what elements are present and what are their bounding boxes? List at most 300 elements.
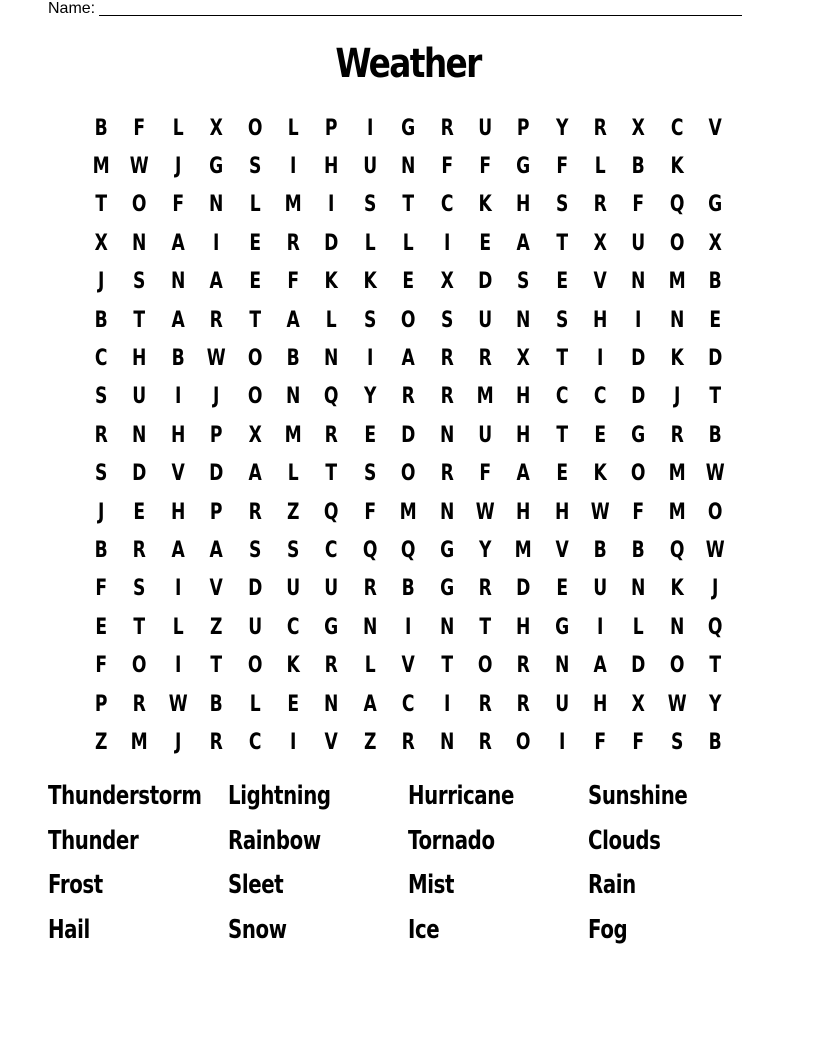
grid-letter: W: [705, 537, 725, 563]
grid-letter: U: [478, 307, 493, 333]
grid-letter: R: [132, 691, 147, 717]
grid-letter: L: [633, 614, 645, 640]
grid-letter: W: [475, 499, 495, 525]
grid-letter: E: [556, 461, 568, 487]
grid-letter: L: [172, 614, 184, 640]
grid-letter: T: [556, 230, 568, 256]
grid-letter: E: [364, 422, 376, 448]
grid-letter: Q: [669, 192, 685, 218]
grid-letter: V: [401, 653, 415, 679]
grid-letter: M: [476, 384, 494, 410]
grid-letter: B: [94, 307, 108, 333]
grid-letter: P: [517, 115, 530, 141]
grid-letter: Y: [555, 115, 569, 141]
grid-letter: L: [402, 230, 414, 256]
grid-letter: G: [324, 614, 339, 640]
grid-letter: Q: [324, 384, 339, 410]
grid-letter: V: [171, 461, 185, 487]
grid-letter: A: [248, 461, 262, 487]
grid-letter: R: [324, 653, 339, 679]
word-bank-item: Frost: [48, 870, 103, 900]
grid-letter: O: [631, 461, 646, 487]
grid-letter: H: [593, 307, 608, 333]
grid-letter: Z: [210, 614, 223, 640]
grid-letter: K: [363, 269, 377, 295]
grid-letter: P: [325, 115, 338, 141]
grid-letter: N: [516, 307, 531, 333]
grid-letter: I: [174, 384, 182, 410]
grid-letter: S: [133, 269, 146, 295]
grid-letter: R: [324, 422, 339, 448]
grid-letter: J: [174, 154, 182, 180]
grid-letter: D: [324, 230, 339, 256]
grid-letter: [700, 147, 730, 185]
grid-letter: R: [593, 115, 607, 141]
grid-letter: M: [284, 192, 302, 218]
grid-letter: V: [555, 537, 569, 563]
grid-letter: O: [247, 384, 263, 410]
grid-letter: T: [556, 422, 568, 448]
grid-letter: O: [247, 115, 263, 141]
word-bank-item: Lightning: [228, 781, 331, 811]
grid-letter: N: [324, 346, 339, 372]
grid-letter: T: [248, 307, 261, 333]
grid-letter: D: [401, 422, 416, 448]
grid-letter: O: [401, 461, 416, 487]
grid-letter: T: [709, 653, 722, 679]
grid-letter: S: [133, 576, 146, 602]
grid-letter: B: [708, 269, 722, 295]
grid-letter: I: [443, 691, 450, 717]
grid-letter: C: [325, 537, 338, 563]
grid-letter: D: [631, 346, 646, 372]
grid-letter: N: [554, 653, 570, 679]
grid-letter: G: [439, 537, 454, 563]
grid-letter: N: [132, 230, 147, 256]
grid-letter: C: [402, 691, 415, 717]
grid-letter: K: [670, 576, 684, 602]
name-label: Name:: [48, 0, 96, 17]
grid-letter: H: [170, 422, 186, 448]
grid-letter: K: [478, 192, 492, 218]
grid-letter: L: [364, 653, 376, 679]
grid-letter: A: [593, 653, 607, 679]
grid-letter: M: [284, 422, 302, 448]
grid-letter: S: [286, 537, 300, 563]
grid-letter: W: [130, 154, 150, 180]
grid-letter: K: [670, 346, 684, 372]
grid-letter: X: [632, 115, 646, 141]
grid-letter: W: [667, 691, 687, 717]
grid-letter: B: [708, 422, 722, 448]
grid-letter: F: [95, 576, 108, 602]
grid-letter: R: [516, 653, 531, 679]
grid-letter: D: [132, 461, 147, 487]
grid-letter: I: [289, 729, 297, 755]
grid-letter: X: [516, 346, 531, 372]
grid-letter: C: [555, 384, 569, 410]
grid-letter: E: [133, 499, 146, 525]
grid-letter: F: [632, 729, 645, 755]
grid-letter: X: [708, 230, 723, 256]
grid-letter: Z: [363, 729, 377, 755]
grid-letter: S: [248, 537, 261, 563]
grid-letter: G: [401, 115, 416, 141]
grid-letter: F: [632, 192, 645, 218]
grid-letter: T: [95, 192, 108, 218]
grid-letter: J: [174, 729, 182, 755]
grid-letter: O: [669, 653, 685, 679]
grid-letter: L: [287, 461, 299, 487]
grid-letter: U: [593, 576, 608, 602]
grid-letter: F: [556, 154, 568, 180]
grid-letter: C: [248, 729, 262, 755]
grid-letter: R: [94, 422, 108, 448]
grid-letter: U: [631, 230, 646, 256]
word-bank-item: Fog: [588, 914, 628, 945]
grid-letter: B: [209, 691, 223, 717]
grid-letter: B: [632, 154, 646, 180]
grid-letter: X: [248, 422, 262, 448]
grid-letter: N: [285, 384, 301, 410]
grid-letter: V: [324, 729, 339, 755]
grid-letter: S: [363, 307, 377, 333]
grid-letter: N: [439, 729, 454, 755]
grid-letter: I: [289, 154, 297, 180]
grid-letter: H: [516, 499, 531, 525]
grid-letter: A: [209, 269, 224, 295]
word-bank-item: Hurricane: [408, 781, 514, 811]
grid-letter: I: [174, 576, 182, 602]
grid-letter: Q: [401, 537, 416, 563]
grid-letter: D: [477, 269, 493, 295]
grid-letter: F: [95, 653, 108, 679]
grid-letter: H: [132, 346, 147, 372]
word-bank-item: Rainbow: [228, 825, 321, 856]
grid-letter: T: [133, 614, 146, 640]
grid-letter: T: [210, 653, 223, 679]
grid-letter: R: [209, 729, 223, 755]
grid-letter: J: [97, 269, 105, 295]
grid-letter: W: [168, 691, 188, 717]
grid-letter: A: [286, 307, 300, 333]
grid-letter: Y: [709, 691, 722, 717]
grid-letter: C: [440, 192, 454, 218]
grid-letter: O: [132, 192, 147, 218]
grid-letter: J: [213, 384, 220, 410]
grid-letter: I: [443, 230, 450, 256]
grid-letter: I: [366, 115, 374, 141]
grid-letter: I: [328, 192, 335, 218]
word-bank-item: Snow: [228, 914, 287, 945]
grid-letter: F: [287, 269, 300, 295]
grid-letter: T: [402, 192, 415, 218]
grid-letter: T: [133, 307, 146, 333]
grid-letter: H: [516, 422, 531, 448]
grid-letter: S: [555, 192, 569, 218]
grid-letter: X: [209, 115, 223, 141]
grid-letter: E: [287, 691, 300, 717]
grid-letter: E: [594, 422, 607, 448]
grid-letter: M: [514, 537, 533, 563]
grid-letter: Y: [363, 384, 377, 410]
grid-letter: D: [209, 461, 224, 487]
grid-letter: T: [709, 384, 722, 410]
grid-letter: Q: [708, 614, 723, 640]
grid-letter: K: [670, 154, 684, 180]
grid-letter: R: [286, 230, 300, 256]
grid-letter: E: [248, 269, 261, 295]
grid-letter: R: [440, 346, 454, 372]
grid-letter: I: [635, 307, 642, 333]
grid-letter: W: [590, 499, 610, 525]
grid-letter: B: [632, 537, 646, 563]
word-bank-item: Thunderstorm: [48, 781, 202, 811]
grid-letter: N: [669, 614, 685, 640]
grid-letter: A: [171, 230, 185, 256]
grid-letter: Z: [286, 499, 300, 525]
grid-letter: O: [477, 653, 493, 679]
grid-letter: V: [593, 269, 607, 295]
grid-letter: V: [209, 576, 224, 602]
grid-letter: B: [708, 729, 722, 755]
grid-letter: C: [286, 614, 300, 640]
grid-letter: O: [247, 653, 263, 679]
grid-letter: K: [593, 461, 607, 487]
grid-letter: S: [555, 307, 569, 333]
name-underline[interactable]: [99, 0, 742, 16]
grid-letter: N: [170, 269, 186, 295]
grid-letter: O: [708, 499, 723, 525]
grid-letter: C: [670, 115, 684, 141]
grid-letter: H: [516, 192, 531, 218]
grid-letter: R: [478, 346, 492, 372]
grid-letter: U: [554, 691, 569, 717]
word-bank-item: Sleet: [228, 870, 284, 900]
grid-letter: B: [171, 346, 185, 372]
grid-letter: E: [402, 269, 415, 295]
grid-letter: E: [556, 576, 568, 602]
grid-letter: M: [131, 729, 149, 755]
word-bank-item: Sunshine: [588, 781, 688, 811]
grid-letter: J: [673, 384, 681, 410]
word-bank: [48, 774, 768, 952]
grid-letter: I: [597, 346, 604, 372]
grid-letter: S: [517, 269, 530, 295]
grid-letter: R: [440, 384, 454, 410]
grid-letter: N: [362, 614, 378, 640]
grid-letter: P: [210, 499, 223, 525]
grid-letter: R: [478, 729, 492, 755]
grid-letter: G: [631, 422, 646, 448]
grid-letter: N: [669, 307, 685, 333]
grid-letter: N: [439, 422, 454, 448]
grid-letter: L: [249, 192, 261, 218]
grid-letter: L: [172, 115, 184, 141]
grid-letter: D: [247, 576, 262, 602]
grid-letter: D: [708, 346, 723, 372]
grid-letter: X: [440, 269, 454, 295]
grid-letter: V: [708, 115, 723, 141]
word-bank-item: Clouds: [588, 825, 661, 856]
grid-letter: F: [172, 192, 184, 218]
grid-letter: M: [399, 499, 417, 525]
grid-letter: I: [597, 614, 604, 640]
grid-letter: X: [593, 230, 607, 256]
grid-letter: H: [516, 614, 531, 640]
grid-letter: A: [401, 346, 415, 372]
grid-letter: A: [171, 307, 185, 333]
grid-letter: I: [174, 653, 182, 679]
grid-letter: R: [248, 499, 262, 525]
grid-letter: T: [325, 461, 338, 487]
grid-letter: G: [209, 154, 224, 180]
grid-letter: E: [248, 230, 261, 256]
grid-letter: F: [364, 499, 376, 525]
grid-letter: R: [440, 461, 454, 487]
word-bank-item: Rain: [588, 870, 636, 900]
grid-letter: G: [708, 192, 723, 218]
grid-letter: N: [401, 154, 416, 180]
grid-letter: R: [401, 384, 415, 410]
grid-letter: H: [593, 691, 608, 717]
grid-letter: N: [631, 576, 646, 602]
grid-letter: W: [206, 346, 226, 372]
grid-letter: C: [593, 384, 607, 410]
grid-letter: O: [132, 653, 147, 679]
word-bank-item: Ice: [408, 914, 440, 945]
grid-letter: O: [516, 729, 531, 755]
grid-letter: H: [516, 384, 531, 410]
grid-letter: D: [516, 576, 531, 602]
grid-letter: R: [478, 576, 492, 602]
grid-letter: S: [248, 154, 261, 180]
grid-letter: B: [94, 115, 108, 141]
grid-letter: Z: [94, 729, 108, 755]
grid-letter: O: [401, 307, 416, 333]
word-bank-item: Hail: [48, 914, 90, 945]
letter-grid: [82, 109, 736, 762]
grid-letter: N: [132, 422, 147, 448]
grid-letter: L: [364, 230, 376, 256]
grid-letter: R: [516, 691, 531, 717]
grid-letter: R: [440, 115, 454, 141]
grid-letter: T: [556, 346, 568, 372]
name-field[interactable]: [48, 0, 742, 18]
grid-letter: O: [669, 230, 685, 256]
grid-letter: X: [632, 691, 646, 717]
grid-letter: D: [631, 384, 646, 410]
grid-letter: A: [209, 537, 224, 563]
grid-letter: F: [479, 461, 491, 487]
grid-letter: L: [249, 691, 261, 717]
page-title: Weather: [335, 41, 481, 87]
grid-letter: L: [594, 154, 606, 180]
grid-letter: F: [479, 154, 491, 180]
grid-letter: I: [213, 230, 220, 256]
grid-letter: S: [670, 729, 684, 755]
grid-letter: H: [324, 154, 339, 180]
grid-letter: Q: [362, 537, 378, 563]
grid-letter: J: [97, 499, 105, 525]
grid-letter: U: [286, 576, 301, 602]
grid-letter: G: [516, 154, 531, 180]
grid-letter: B: [94, 537, 108, 563]
grid-letter: F: [594, 729, 607, 755]
grid-letter: R: [593, 192, 607, 218]
word-bank-item: Tornado: [408, 825, 495, 856]
grid-letter: N: [209, 192, 224, 218]
grid-letter: S: [363, 461, 377, 487]
grid-letter: K: [324, 269, 339, 295]
grid-letter: W: [705, 461, 725, 487]
grid-letter: N: [631, 269, 646, 295]
grid-letter: S: [440, 307, 453, 333]
grid-letter: F: [440, 154, 453, 180]
grid-letter: N: [439, 614, 454, 640]
grid-letter: R: [478, 691, 492, 717]
grid-letter: B: [286, 346, 300, 372]
grid-letter: L: [287, 115, 299, 141]
grid-letter: N: [439, 499, 454, 525]
grid-letter: Y: [478, 537, 492, 563]
grid-letter: M: [668, 269, 686, 295]
grid-letter: M: [668, 499, 686, 525]
grid-letter: A: [516, 230, 531, 256]
grid-letter: Q: [324, 499, 339, 525]
grid-letter: G: [439, 576, 454, 602]
grid-letter: M: [92, 154, 110, 180]
grid-letter: R: [132, 537, 147, 563]
grid-letter: T: [440, 653, 453, 679]
grid-letter: P: [94, 691, 108, 717]
grid-letter: I: [366, 346, 374, 372]
grid-letter: M: [668, 461, 686, 487]
grid-letter: E: [95, 614, 108, 640]
word-bank-item: Thunder: [48, 825, 139, 856]
grid-letter: L: [326, 307, 338, 333]
grid-letter: R: [401, 729, 415, 755]
grid-letter: G: [554, 614, 569, 640]
grid-letter: U: [324, 576, 339, 602]
grid-letter: B: [401, 576, 415, 602]
grid-letter: I: [558, 729, 566, 755]
grid-letter: U: [478, 422, 493, 448]
grid-letter: F: [632, 499, 645, 525]
grid-letter: T: [479, 614, 491, 640]
grid-letter: O: [247, 346, 263, 372]
grid-letter: E: [709, 307, 722, 333]
grid-letter: Q: [669, 537, 685, 563]
grid-letter: H: [170, 499, 186, 525]
grid-letter: S: [363, 192, 377, 218]
grid-letter: J: [712, 576, 719, 602]
grid-letter: R: [363, 576, 377, 602]
grid-letter: R: [670, 422, 684, 448]
grid-letter: U: [247, 614, 262, 640]
word-bank-item: Mist: [408, 870, 455, 900]
grid-letter: N: [324, 691, 339, 717]
grid-letter: S: [95, 461, 108, 487]
grid-letter: S: [95, 384, 108, 410]
grid-letter: F: [133, 115, 146, 141]
grid-letter: U: [132, 384, 147, 410]
grid-letter: E: [556, 269, 568, 295]
grid-letter: C: [94, 346, 108, 372]
grid-letter: A: [516, 461, 531, 487]
grid-letter: A: [363, 691, 377, 717]
grid-letter: A: [171, 537, 185, 563]
